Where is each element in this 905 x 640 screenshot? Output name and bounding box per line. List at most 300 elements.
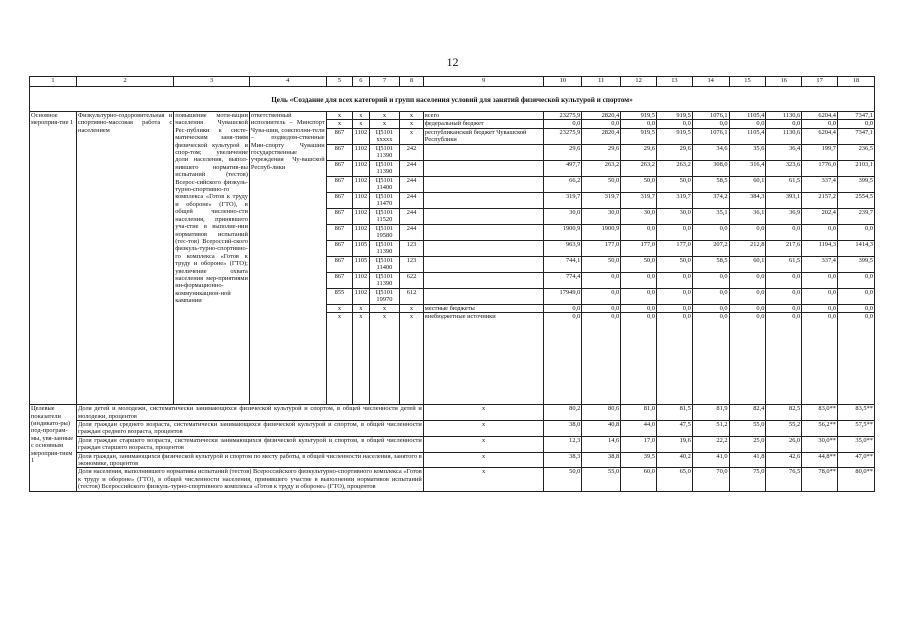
code-c8: 244	[400, 224, 424, 240]
code-c7: Ц5101 11470	[369, 192, 400, 208]
indicator-value: 81,5	[656, 405, 692, 421]
funding-value: 0,0	[729, 120, 766, 128]
funding-value: 236,5	[838, 144, 875, 160]
code-c7: Ц5101 11390	[369, 240, 400, 256]
indicator-row	[30, 436, 875, 452]
event-name: Физкультурно-оздоровительная и спортивно-массовая работа с населением	[77, 112, 174, 405]
indicator-text: Доля населения, выполнившего нормативы испытаний (тестов) Всероссийского физкультурно-спортивного комплекса «Готов к труду и обороне» (ГТО), в общей численности населения, принявшего участие в выполнении нормативов испытаний (тестов) Всероссийского физкуль-турно-спортивного комплекса «Готов к труду и обороне» (ГТО), процентов	[78, 468, 422, 491]
funding-value: 50,0	[656, 176, 692, 192]
indicator-text: Доля граждан среднего возраста, систематически занимающихся физической культурой и спортом, в общей численности граждан среднего возраста, процентов	[78, 421, 422, 436]
event-executor: ответственный исполнитель – Минспорт Чува-шии, соисполни-тели – подведом-ственные Мин-спорту Чувашии государственные учреждения Чу-вашской Респуб-лики	[249, 112, 326, 405]
funding-value: 29,6	[656, 144, 692, 160]
funding-value: 0,0	[802, 304, 838, 312]
header-col-17: 17	[802, 77, 838, 87]
indicator-value: 19,6	[656, 436, 692, 452]
funding-value: 36,9	[766, 208, 802, 224]
funding-value: 66,2	[544, 176, 582, 192]
funding-source: местные бюджеты	[423, 304, 544, 312]
funding-value: 2103,1	[838, 160, 875, 176]
funding-row	[30, 112, 875, 120]
code-c6: 1102	[353, 176, 369, 192]
header-col-16: 16	[766, 77, 802, 87]
funding-value: 0,0	[656, 288, 692, 304]
funding-value: 399,5	[838, 176, 875, 192]
indicator-value: 55,2	[766, 421, 802, 437]
funding-value: 0,0	[729, 224, 766, 240]
funding-value: 393,1	[766, 192, 802, 208]
funding-source: всего	[423, 112, 544, 120]
indicator-value: 55,0	[729, 421, 766, 437]
header-col-14: 14	[692, 77, 729, 87]
funding-value: 1130,6	[766, 128, 802, 144]
funding-value: 217,6	[766, 240, 802, 256]
header-col-13: 13	[656, 77, 692, 87]
funding-value: 1900,9	[582, 224, 621, 240]
funding-value: 337,4	[802, 256, 838, 272]
code-c5: x	[326, 112, 353, 120]
funding-value: 60,1	[729, 256, 766, 272]
indicator-value: 42,6	[766, 452, 802, 468]
funding-source	[423, 240, 544, 256]
indicator-value: 83,5**	[838, 405, 875, 421]
funding-value: 34,6	[692, 144, 729, 160]
funding-value: 308,0	[692, 160, 729, 176]
funding-value: 207,2	[692, 240, 729, 256]
funding-value: 919,5	[621, 128, 657, 144]
funding-value: 1105,4	[729, 112, 766, 120]
code-c6: x	[353, 313, 369, 405]
funding-value: 7347,1	[838, 112, 875, 120]
funding-value: 0,0	[766, 120, 802, 128]
funding-value: 50,0	[582, 256, 621, 272]
header-number-row	[30, 77, 875, 87]
indicator-row	[30, 452, 875, 468]
code-c8: 242	[400, 144, 424, 160]
indicator-value: 51,2	[692, 421, 729, 437]
code-c6: 1105	[353, 240, 369, 256]
funding-value: 2820,4	[582, 112, 621, 120]
funding-value: 1076,1	[692, 112, 729, 120]
code-c6: 1102	[353, 272, 369, 288]
indicator-value: 38,8	[582, 452, 621, 468]
funding-value: 1130,6	[766, 112, 802, 120]
code-c5: 867	[326, 176, 353, 192]
funding-value: 0,0	[692, 288, 729, 304]
funding-value: 0,0	[621, 288, 657, 304]
funding-value: 319,7	[544, 192, 582, 208]
funding-source	[423, 272, 544, 288]
code-c6: 1105	[353, 256, 369, 272]
code-c7: Ц5101 xxxxx	[369, 128, 400, 144]
indicator-value: 60,0	[621, 468, 657, 491]
header-col-4: 4	[249, 77, 326, 87]
funding-value: 177,0	[621, 240, 657, 256]
funding-value: 199,7	[802, 144, 838, 160]
code-c5: x	[326, 120, 353, 128]
funding-source	[423, 192, 544, 208]
funding-value: 0,0	[729, 288, 766, 304]
funding-value: 58,5	[692, 256, 729, 272]
header-col-5: 5	[326, 77, 353, 87]
header-col-7: 7	[369, 77, 400, 87]
funding-value: 0,0	[656, 304, 692, 312]
funding-source: внебюджетные источники	[423, 313, 544, 405]
funding-value: 58,5	[692, 176, 729, 192]
indicator-value: 80,2	[544, 405, 582, 421]
indicator-value: 81,9	[692, 405, 729, 421]
funding-value: 1076,1	[692, 128, 729, 144]
code-c5: 867	[326, 224, 353, 240]
funding-value: 2820,4	[582, 128, 621, 144]
indicator-value: 30,0**	[802, 436, 838, 452]
funding-value: 0,0	[766, 304, 802, 312]
funding-source	[423, 256, 544, 272]
funding-value: 30,0	[621, 208, 657, 224]
funding-value: 23275,9	[544, 112, 582, 120]
code-c7: Ц5101 11520	[369, 208, 400, 224]
goal-title-row	[30, 87, 875, 112]
indicator-value: 80,6	[582, 405, 621, 421]
indicator-value: 25,0	[729, 436, 766, 452]
code-c6: 1102	[353, 160, 369, 176]
header-col-18: 18	[838, 77, 875, 87]
funding-value: 61,5	[766, 256, 802, 272]
indicator-value: 82,4	[729, 405, 766, 421]
funding-source	[423, 160, 544, 176]
budget-table	[29, 76, 875, 492]
funding-value: 319,7	[656, 192, 692, 208]
funding-value: 50,0	[621, 176, 657, 192]
header-col-11: 11	[582, 77, 621, 87]
funding-value: 744,1	[544, 256, 582, 272]
code-c6: 1102	[353, 288, 369, 304]
funding-value: 0,0	[582, 288, 621, 304]
funding-value: 0,0	[802, 224, 838, 240]
funding-value: 2157,2	[802, 192, 838, 208]
indicator-value: 80,0**	[838, 468, 875, 491]
code-c6: 1102	[353, 192, 369, 208]
code-c5: 867	[326, 192, 353, 208]
code-c7: Ц5101 11390	[369, 272, 400, 288]
code-c8: x	[400, 304, 424, 312]
indicator-value: 65,0	[656, 468, 692, 491]
code-c8: 244	[400, 176, 424, 192]
funding-value: 0,0	[656, 313, 692, 405]
funding-value: 0,0	[692, 224, 729, 240]
funding-value: 0,0	[838, 313, 875, 405]
funding-source: федеральный бюджет	[423, 120, 544, 128]
funding-value: 0,0	[621, 304, 657, 312]
funding-value: 0,0	[838, 304, 875, 312]
indicator-row	[30, 405, 875, 421]
funding-value: 50,0	[621, 256, 657, 272]
funding-value: 774,4	[544, 272, 582, 288]
funding-value: 0,0	[766, 272, 802, 288]
funding-value: 0,0	[582, 313, 621, 405]
funding-value: 0,0	[582, 120, 621, 128]
funding-value: 35,6	[729, 144, 766, 160]
indicator-value: 44,8**	[802, 452, 838, 468]
indicator-value: 70,0	[692, 468, 729, 491]
funding-value: 0,0	[838, 120, 875, 128]
funding-value: 0,0	[766, 224, 802, 240]
indicator-value: 12,3	[544, 436, 582, 452]
code-c7: Ц5101 19580	[369, 224, 400, 240]
funding-value: 1900,9	[544, 224, 582, 240]
indicator-value: 50,0	[544, 468, 582, 491]
code-c8: 123	[400, 256, 424, 272]
indicator-source: x	[423, 468, 544, 491]
funding-value: 0,0	[656, 272, 692, 288]
funding-value: 36,1	[729, 208, 766, 224]
funding-value: 36,4	[766, 144, 802, 160]
funding-value: 0,0	[692, 272, 729, 288]
event-results: повышение моти-вации населения Чувашской Рес-публики к систе-матическим заня-тиям физической культурой и спор-том; увеличение доли населения, выпол-нившего норматив-вы испытаний (тестов) Всерос-сийского физкуль-турно-спортивно-го комплекса «Готов к труду и обороне» (ГТО), в общей численно-сти населения, принявшего уча-стие в выполне-нии нормативов испытаний (тес-тов) Всероссий-ского физкуль-турно-спортивно-го комплекса «Готов к труду и обороне» (ГТО); увеличение охвата населения мер-приятиями ин-формационно-коммуникацион-ной кампании	[174, 112, 250, 405]
code-c5: x	[326, 304, 353, 312]
code-c7: x	[369, 120, 400, 128]
budget-table-sheet	[29, 76, 875, 492]
funding-value: 0,0	[729, 313, 766, 405]
funding-value: 30,0	[656, 208, 692, 224]
funding-value: 0,0	[802, 272, 838, 288]
code-c6: 1102	[353, 128, 369, 144]
header-col-9: 9	[423, 77, 544, 87]
indicator-value: 55,0	[582, 468, 621, 491]
funding-value: 0,0	[802, 288, 838, 304]
funding-value: 0,0	[621, 272, 657, 288]
funding-value: 0,0	[544, 120, 582, 128]
funding-value: 323,6	[766, 160, 802, 176]
header-col-2: 2	[77, 77, 174, 87]
indicator-value: 35,0**	[838, 436, 875, 452]
funding-value: 263,2	[621, 160, 657, 176]
indicator-value: 38,0	[544, 421, 582, 437]
code-c7: Ц5101 11390	[369, 144, 400, 160]
code-c8: 244	[400, 208, 424, 224]
code-c6: 1102	[353, 224, 369, 240]
indicator-value: 76,5	[766, 468, 802, 491]
funding-value: 177,0	[656, 240, 692, 256]
funding-value: 0,0	[838, 288, 875, 304]
funding-value: 23275,9	[544, 128, 582, 144]
code-c6: x	[353, 120, 369, 128]
funding-value: 374,2	[692, 192, 729, 208]
indicator-value: 38,3	[544, 452, 582, 468]
code-c8: 244	[400, 160, 424, 176]
header-col-15: 15	[729, 77, 766, 87]
indicator-value: 78,0**	[802, 468, 838, 491]
funding-source: республиканский бюджет Чувашской Республики	[423, 128, 544, 144]
funding-value: 6204,4	[802, 112, 838, 120]
funding-value: 0,0	[766, 288, 802, 304]
code-c8: 123	[400, 240, 424, 256]
code-c5: 867	[326, 160, 353, 176]
funding-value: 263,2	[582, 160, 621, 176]
funding-value: 30,0	[582, 208, 621, 224]
funding-value: 0,0	[838, 272, 875, 288]
funding-source	[423, 144, 544, 160]
indicator-value: 47,0**	[838, 452, 875, 468]
funding-source	[423, 176, 544, 192]
funding-value: 0,0	[656, 120, 692, 128]
code-c5: 867	[326, 144, 353, 160]
funding-value: 0,0	[692, 304, 729, 312]
funding-value: 0,0	[544, 304, 582, 312]
funding-value: 919,5	[656, 112, 692, 120]
funding-value: 61,5	[766, 176, 802, 192]
funding-value: 0,0	[582, 304, 621, 312]
funding-value: 1776,0	[802, 160, 838, 176]
indicator-value: 40,8	[582, 421, 621, 437]
funding-value: 497,7	[544, 160, 582, 176]
funding-value: 319,7	[582, 192, 621, 208]
funding-value: 29,6	[582, 144, 621, 160]
code-c5: 867	[326, 208, 353, 224]
header-col-8: 8	[400, 77, 424, 87]
funding-value: 2554,5	[838, 192, 875, 208]
indicator-source: x	[423, 436, 544, 452]
indicator-value: 41,0	[692, 452, 729, 468]
funding-value: 29,6	[621, 144, 657, 160]
funding-value: 29,6	[544, 144, 582, 160]
funding-value: 17949,0	[544, 288, 582, 304]
code-c7: Ц5101 19970	[369, 288, 400, 304]
funding-value: 0,0	[802, 120, 838, 128]
code-c8: 622	[400, 272, 424, 288]
funding-source	[423, 208, 544, 224]
funding-value: 399,5	[838, 256, 875, 272]
funding-source	[423, 288, 544, 304]
funding-value: 202,4	[802, 208, 838, 224]
funding-value: 0,0	[582, 272, 621, 288]
code-c5: 867	[326, 256, 353, 272]
code-c8: 244	[400, 192, 424, 208]
funding-value: 0,0	[802, 313, 838, 405]
funding-value: 50,0	[656, 256, 692, 272]
funding-value: 212,8	[729, 240, 766, 256]
code-c5: 867	[326, 240, 353, 256]
funding-value: 6204,4	[802, 128, 838, 144]
indicator-text: Доля граждан, занимающихся физической культурой и спортом по месту работы, в общей численности населения, занятого в экономике, процентов	[78, 452, 422, 468]
funding-value: 319,7	[621, 192, 657, 208]
code-c5: 855	[326, 288, 353, 304]
funding-value: 0,0	[544, 313, 582, 405]
funding-value: 0,0	[729, 272, 766, 288]
code-c5: 867	[326, 128, 353, 144]
funding-value: 963,9	[544, 240, 582, 256]
funding-value: 384,3	[729, 192, 766, 208]
header-col-12: 12	[621, 77, 657, 87]
funding-value: 919,5	[656, 128, 692, 144]
funding-value: 177,0	[582, 240, 621, 256]
goal-title: Цель «Создание для всех категорий и групп населения условий для занятий физической культурой и спортом»	[30, 87, 875, 112]
indicator-value: 14,6	[582, 436, 621, 452]
funding-value: 30,0	[544, 208, 582, 224]
code-c6: x	[353, 112, 369, 120]
code-c6: x	[353, 304, 369, 312]
indicator-value: 82,5	[766, 405, 802, 421]
funding-value: 0,0	[621, 224, 657, 240]
funding-value: 0,0	[729, 304, 766, 312]
code-c8: x	[400, 120, 424, 128]
code-c7: x	[369, 304, 400, 312]
code-c7: Ц5101 11400	[369, 176, 400, 192]
indicators-label: Целевые показатели (индикато-ры) под-програм-мы, увя-занные с основным мероприя-тием 1	[30, 405, 77, 491]
code-c5: 867	[326, 272, 353, 288]
indicator-value: 47,5	[656, 421, 692, 437]
funding-value: 263,2	[656, 160, 692, 176]
funding-value: 0,0	[838, 224, 875, 240]
code-c8: x	[400, 313, 424, 405]
code-c8: 612	[400, 288, 424, 304]
funding-value: 0,0	[692, 313, 729, 405]
code-c7: Ц5101 11400	[369, 256, 400, 272]
funding-value: 50,0	[582, 176, 621, 192]
indicator-value: 22,2	[692, 436, 729, 452]
indicator-value: 56,2**	[802, 421, 838, 437]
code-c8: x	[400, 128, 424, 144]
indicator-text: Доля граждан старшего возраста, систематически занимающихся физической культурой и спортом, в общей численности граждан старшего возраста, процентов	[78, 436, 422, 452]
funding-source	[423, 224, 544, 240]
funding-value: 7347,1	[838, 128, 875, 144]
funding-value: 0,0	[621, 313, 657, 405]
header-col-6: 6	[353, 77, 369, 87]
indicator-value: 26,0	[766, 436, 802, 452]
indicator-source: x	[423, 405, 544, 421]
indicator-value: 44,0	[621, 421, 657, 437]
funding-value: 0,0	[692, 120, 729, 128]
indicator-value: 17,0	[621, 436, 657, 452]
header-col-10: 10	[544, 77, 582, 87]
code-c8: x	[400, 112, 424, 120]
header-col-3: 3	[174, 77, 250, 87]
code-c7: x	[369, 112, 400, 120]
indicator-source: x	[423, 452, 544, 468]
indicator-value: 41,8	[729, 452, 766, 468]
indicator-text: Доля детей и молодежи, систематически занимающихся физической культурой и спортом, в общей численности детей и молодежи, процентов	[78, 405, 422, 420]
funding-value: 919,5	[621, 112, 657, 120]
funding-value: 316,4	[729, 160, 766, 176]
code-c6: 1102	[353, 144, 369, 160]
indicator-source: x	[423, 421, 544, 437]
indicator-row	[30, 468, 875, 491]
code-c5: x	[326, 313, 353, 405]
page-number: 12	[446, 55, 459, 69]
code-c7: x	[369, 313, 400, 405]
indicator-value: 81,0	[621, 405, 657, 421]
funding-value: 35,1	[692, 208, 729, 224]
funding-value: 0,0	[766, 313, 802, 405]
indicator-value: 40,2	[656, 452, 692, 468]
funding-value: 0,0	[621, 120, 657, 128]
indicator-value: 75,0	[729, 468, 766, 491]
code-c7: Ц5101 11390	[369, 160, 400, 176]
funding-value: 60,1	[729, 176, 766, 192]
funding-value: 1194,3	[802, 240, 838, 256]
funding-value: 239,7	[838, 208, 875, 224]
indicator-value: 83,0**	[802, 405, 838, 421]
indicator-value: 57,5**	[838, 421, 875, 437]
event-label: Основное мероприя-тие 1	[30, 112, 77, 405]
header-col-1: 1	[30, 77, 77, 87]
code-c6: 1102	[353, 208, 369, 224]
funding-value: 0,0	[656, 224, 692, 240]
indicator-value: 39,5	[621, 452, 657, 468]
funding-value: 337,4	[802, 176, 838, 192]
funding-value: 1105,4	[729, 128, 766, 144]
indicator-row	[30, 421, 875, 437]
funding-value: 1414,3	[838, 240, 875, 256]
